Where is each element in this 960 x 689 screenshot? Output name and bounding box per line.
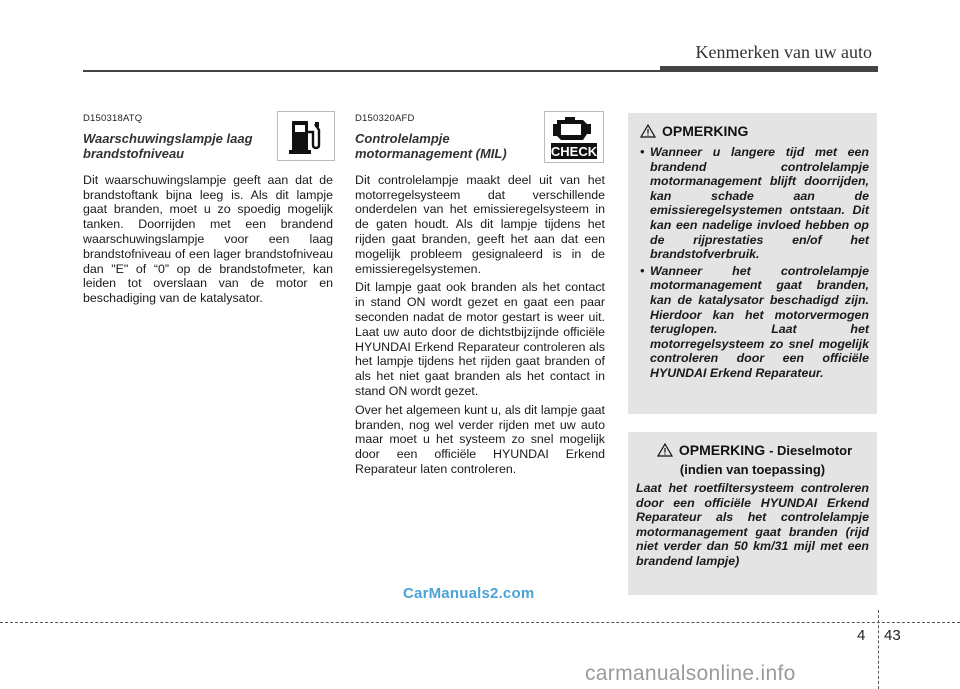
note-title — [636, 123, 869, 142]
section-title: Waarschuwingslampje laag brandstofniveau — [83, 130, 253, 161]
middle-section — [355, 112, 605, 481]
bottom-watermark: carmanualsonline.info — [585, 662, 796, 685]
section-code: D150320AFD — [355, 113, 415, 124]
section-title: Controlelampje motormanagement (MIL) — [355, 130, 507, 161]
section-paragraph: Dit lampje gaat ook branden als het contact in stand ON wordt gezet en gaat een paar seconden nadat de motor gestart is weer uit. Laat uw auto door de dichtstbijzijnde officiële HYUNDAI Erkend Reparateur controleren als het lampje tijdens het rijden gaat branden of als het niet gaat branden als het contact in stand ON wordt gezet. — [355, 280, 605, 398]
note-list — [636, 145, 869, 381]
section-paragraph: Dit waarschuwingslampje geeft aan dat de brandstoftank bijna leeg is. Als dit lampje gaat branden, moet u zo spoedig mogelijk tanken. Doorrijden met een brandend waarschuwingslampje voor een laag brandstofniveau of een lager brandstofniveau dan "E" of “0” op de brandstofmeter, kan leiden tot overslaan van de motor en beschadiging van de katalysator. — [83, 172, 333, 306]
warning-triangle-icon — [640, 124, 656, 142]
note-text: Laat het roetfiltersysteem controleren door een officiële HYUNDAI Erkend Reparateur als het controlelampje motormanagement gaat branden (rijd niet verder dan 50 km/31 mijl met een brandend lampje) — [636, 481, 869, 568]
note-title-text: OPMERKING — [662, 123, 749, 139]
warning-triangle-icon — [657, 443, 673, 461]
check-label: CHECK — [550, 144, 598, 159]
note-box — [628, 113, 877, 414]
section-paragraph: Dit controlelampje maakt deel uit van het motorregelsysteem dat verschillende onderdelen van het emissieregelsysteem in de gaten houdt. Als dit lampje tijdens het rijden gaat branden, geeft het aan dat een mogelijk probleem gesignaleerd is in de emissieregelsystemen. — [355, 172, 605, 276]
note-subtitle-2: (indien van toepassing) — [679, 462, 826, 477]
footer-divider — [878, 610, 879, 689]
header-rule-accent — [660, 66, 878, 72]
section-paragraph: Over het algemeen kunt u, als dit lampje gaat branden, nog wel verder rijden met uw auto maar moet u het systeem zo snel mogelijk door een officiële HYUNDAI Erkend Reparateur laten controleren. — [355, 402, 605, 476]
note-subtitle: - Dieselmotor — [769, 443, 853, 458]
footer-rule — [0, 622, 960, 623]
note-title-text: OPMERKING — [678, 442, 766, 458]
page-number: 43 — [884, 627, 901, 644]
page-header-title: Kenmerken van uw auto — [695, 42, 872, 62]
section-code: D150318ATQ — [83, 113, 143, 124]
chapter-number: 4 — [857, 627, 866, 644]
watermark-link[interactable]: CarManuals2.com — [403, 585, 535, 602]
list-item: • Wanneer u langere tijd met een brandend controlelampje motormanagement blijft doorrijden, kan schade aan de emissieregelsystemen ontstaan. Dit kan een nadelige invloed hebben op de rijprestaties en/of het brandstofverbruik. — [640, 145, 869, 262]
engine-check-icon — [544, 111, 604, 163]
note-title — [636, 442, 869, 478]
fuel-pump-icon — [277, 111, 335, 161]
list-item: • Wanneer het controlelampje motormanagement gaat branden, kan de katalysator beschadigd zijn. Hierdoor kan het motorvermogen teruglopen. Laat het motorregelsysteem zo snel mogelijk controleren door een officiële HYUNDAI Erkend Reparateur. — [640, 263, 869, 380]
note-box-diesel — [628, 432, 877, 595]
